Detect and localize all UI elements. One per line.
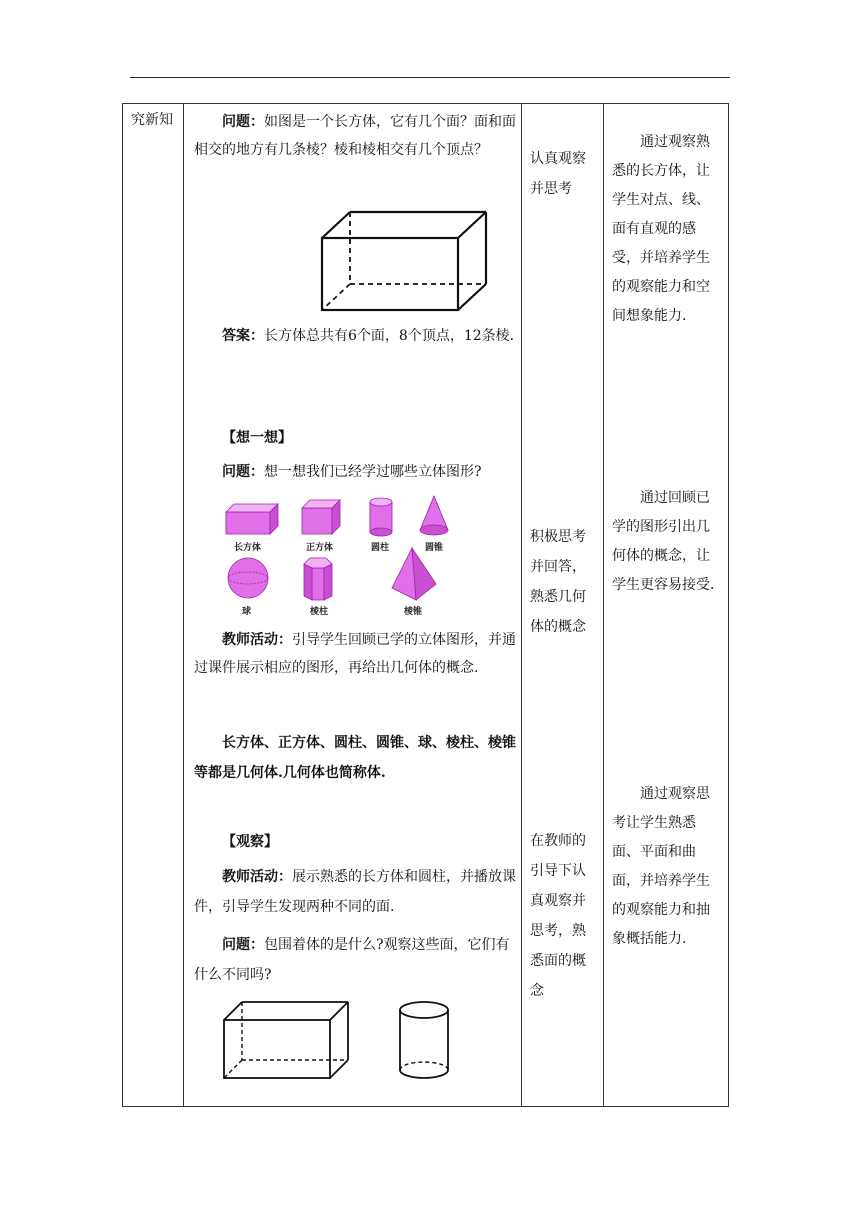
definition-text: 长方体、正方体、圆柱、圆锥、球、棱柱、棱锥等都是几何体.几何体也简称体. (194, 735, 516, 781)
design-intent-3: 通过观察思考让学生熟悉面、平面和曲面，并培养学生的观察能力和抽象概括能力. (612, 786, 710, 947)
sphere-shape (228, 558, 268, 598)
label-sphere: 球 (242, 607, 252, 617)
answer-1-label: 答案： (222, 328, 264, 344)
question-1-label: 问题： (222, 114, 264, 130)
teacher-activity-1 (194, 626, 516, 682)
observe-heading: 【观察】 (222, 834, 278, 850)
question-3-label: 问题： (222, 937, 264, 953)
cuboid-figure (318, 208, 490, 314)
cuboid-shape (226, 504, 278, 534)
teacher-activity-2-label: 教师活动： (222, 869, 292, 885)
student-activity-1: 认真观察并思考 (530, 151, 586, 197)
question-1-text: 如图是一个长方体，它有几个面？面和面相交的地方有几条棱？棱和棱相交有几个顶点？ (194, 114, 516, 158)
cube-shape (302, 500, 340, 534)
teacher-activity-1-label: 教师活动： (222, 632, 292, 648)
teacher-activity-1-text: 引导学生回顾已学的立体图形，并通过课件展示相应的图形，再给出几何体的概念. (194, 632, 516, 676)
question-2 (194, 458, 516, 486)
cone-shape (420, 496, 448, 535)
student-activity-3: 在教师的引导下认真观察并思考，熟悉面的概念 (530, 833, 586, 999)
label-cone: 圆锥 (425, 543, 444, 553)
question-1 (194, 108, 516, 164)
teacher-activity-2-text: 展示熟悉的长方体和圆柱，并播放课件，引导学生发现两种不同的面. (194, 869, 516, 915)
design-intent-2: 通过回顾已学的图形引出几何体的概念，让学生更容易接受. (612, 490, 715, 593)
cuboid-cylinder-figure (220, 994, 460, 1086)
small-cylinder (400, 1002, 448, 1078)
think-heading: 【想一想】 (222, 430, 292, 446)
header-rule (130, 77, 730, 78)
question-3-text: 包围着体的是什么?观察这些面，它们有什么不同吗? (194, 937, 510, 983)
label-pyramid: 棱锥 (404, 607, 423, 617)
section-label: 究新知 (131, 112, 173, 128)
answer-1 (194, 322, 516, 350)
cylinder-shape (370, 498, 392, 536)
solid-shapes-figure (220, 492, 480, 618)
section-cell (123, 104, 184, 1107)
small-cuboid (224, 1002, 348, 1078)
label-prism: 棱柱 (310, 607, 329, 617)
label-cube: 正方体 (306, 543, 334, 553)
prism-shape (304, 558, 332, 600)
pyramid-shape (392, 548, 436, 600)
student-activity-2: 积极思考并回答，熟悉几何体的概念 (530, 529, 586, 635)
label-cylinder: 圆柱 (371, 543, 390, 553)
label-cuboid: 长方体 (234, 543, 262, 553)
lesson-table (122, 103, 729, 1107)
teacher-activity-2 (194, 862, 516, 922)
design-intent-1: 通过观察熟悉的长方体，让学生对点、线、面有直观的感受，并培养学生的观察能力和空间想象能力. (612, 134, 710, 324)
question-2-label: 问题： (222, 464, 264, 480)
student-activity-cell (522, 104, 604, 1107)
question-3 (194, 930, 516, 990)
answer-1-text: 长方体总共有6个面，8个顶点，12条棱. (264, 328, 515, 344)
question-2-text: 想一想我们已经学过哪些立体图形? (264, 464, 482, 480)
content-cell (184, 104, 522, 1107)
design-intent-cell (604, 104, 729, 1107)
